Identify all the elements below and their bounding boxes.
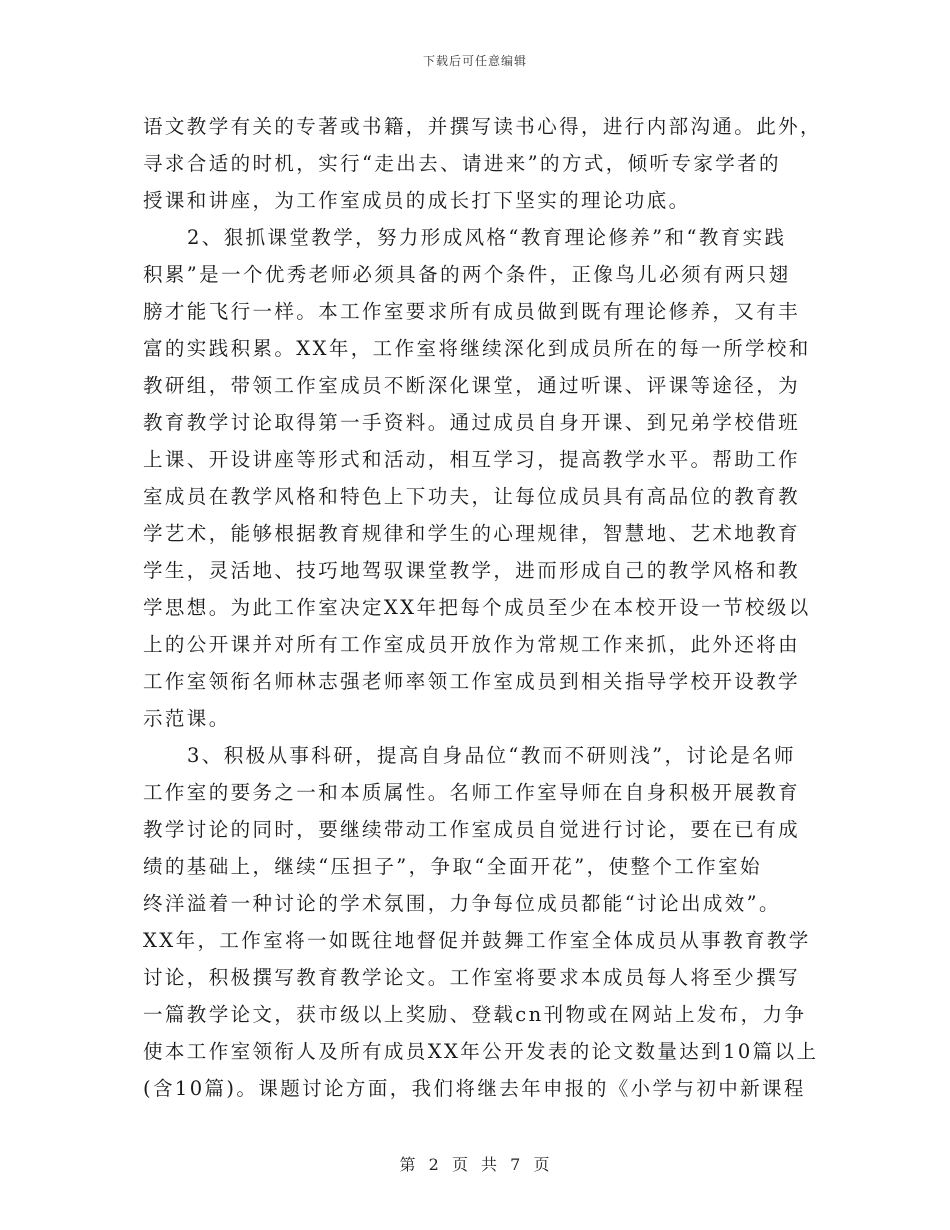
body-line: 膀才能飞行一样。本工作室要求所有成员做到既有理论修养，又有丰: [143, 300, 801, 323]
paragraph-start-line: 3、积极从事科研，提高自身品位“教而不研则浅”，讨论是名师: [187, 744, 796, 767]
body-line: 学生，灵活地、技巧地驾驭课堂教学，进而形成自己的教学风格和教: [143, 559, 801, 582]
footer-page-label: 页: [451, 1155, 469, 1174]
body-line: 绩的基础上，继续“压担子”，争取“全面开花”，使整个工作室始: [143, 855, 762, 878]
body-line: 教研组，带领工作室成员不断深化课堂，通过听课、评课等途径，为: [143, 374, 801, 397]
total-page-number: 7: [510, 1155, 522, 1174]
body-line: 工作室的要务之一和本质属性。名师工作室导师在自身积极开展教育: [143, 781, 801, 804]
body-line: 使本工作室领衔人及所有成员XX年公开发表的论文数量达到10篇以上: [143, 1040, 819, 1063]
document-body: [143, 108, 822, 1107]
body-line: 示范课。: [143, 707, 231, 730]
paragraph-start-line: 2、狠抓课堂教学，努力形成风格“教育理论修养”和“教育实践: [187, 226, 787, 249]
body-line: 上的公开课并对所有工作室成员开放作为常规工作来抓，此外还将由: [143, 633, 801, 656]
body-line: 室成员在教学风格和特色上下功夫，让每位成员具有高品位的教育教: [143, 485, 801, 508]
body-line: 教学讨论的同时，要继续带动工作室成员自觉进行讨论，要在已有成: [143, 818, 801, 841]
body-line: 学思想。为此工作室决定XX年把每个成员至少在本校开设一节校级以: [143, 596, 811, 619]
body-line: 上课、开设讲座等形式和活动，相互学习，提高教学水平。帮助工作: [143, 448, 801, 471]
body-line: 一篇教学论文，获市级以上奖励、登载cn刊物或在网站上发布，力争: [143, 1003, 807, 1026]
body-line: 授课和讲座，为工作室成员的成长打下坚实的理论功底。: [143, 189, 691, 212]
page-footer: [0, 1152, 950, 1175]
body-line: 寻求合适的时机，实行“走出去、请进来”的方式，倾听专家学者的: [143, 152, 781, 175]
footer-suffix: 页: [533, 1155, 551, 1174]
footer-prefix: 第: [399, 1155, 417, 1174]
current-page-number: 2: [428, 1155, 440, 1174]
body-line: 讨论，积极撰写教育教学论文。工作室将要求本成员每人将至少撰写: [143, 966, 801, 989]
body-line: 积累”是一个优秀老师必须具备的两个条件，正像鸟儿必须有两只翅: [143, 263, 791, 286]
footer-total-label: 共: [481, 1155, 499, 1174]
body-line: 学艺术，能够根据教育规律和学生的心理规律，智慧地、艺术地教育: [143, 522, 801, 545]
body-line: (含10篇)。课题讨论方面，我们将继去年申报的《小学与初中新课程: [143, 1077, 806, 1100]
body-line: 富的实践积累。XX年，工作室将继续深化到成员所在的每一所学校和: [143, 337, 811, 360]
page-header: 下载后可任意编辑: [422, 54, 527, 68]
body-line: XX年，工作室将一如既往地督促并鼓舞工作室全体成员从事教育教学: [143, 929, 811, 952]
body-line: 教育教学讨论取得第一手资料。通过成员自身开课、到兄弟学校借班: [143, 411, 801, 434]
body-line: 工作室领衔名师林志强老师率领工作室成员到相关指导学校开设教学: [143, 670, 801, 693]
body-line: 语文教学有关的专著或书籍，并撰写读书心得，进行内部沟通。此外，: [143, 115, 822, 138]
body-line: 终洋溢着一种讨论的学术氛围，力争每位成员都能“讨论出成效”。: [143, 892, 781, 915]
